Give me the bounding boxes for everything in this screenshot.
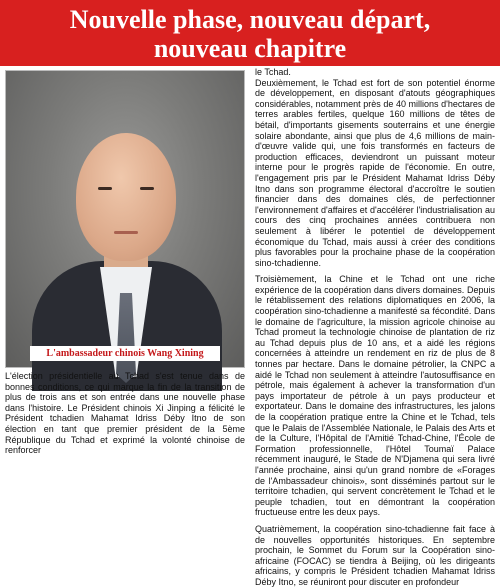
right-paragraph-1: Deuxièmement, le Tchad est fort de son potentiel énorme de développement, en disposant d'atouts géographiques considérables, notamment près de 40 millions d'hectares de terres arables fertiles, quelque 160 millions de têtes de bétail, d'importants gisements souterrains et une énergie solaire abondante, ainsi que plus de 4,6 millions de main-d'œuvre valide qui, une fois transformés en facteurs de production efficaces, deviendront un puissant moteur interne pour le progrès rapide de l'économie. En outre, l'engagement pris par le Président Mahamat Idriss Déby Itno dans son programme électoral d'accroître le soutien financier dans des domaines clés, de perfectionner l'environnement d'affaires et d'accélérer l'industrialisation au cours des cinq prochaines années contribuera non seulement à libérer le potentiel de développement économique du Tchad, mais aussi à créer des conditions plus favorables pour la prochaine phase de la coopération sino-tchadienne. <box>255 77 495 268</box>
photo-eye-right <box>140 187 154 190</box>
headline-line-2: nouveau chapitre <box>153 34 347 63</box>
ambassador-photo <box>5 70 245 368</box>
right-paragraph-0: le Tchad. <box>255 67 291 77</box>
headline-banner <box>0 0 500 66</box>
headline-line-1: Nouvelle phase, nouveau départ, <box>69 5 431 34</box>
left-paragraph-1: L'élection présidentielle au Tchad s'est tenue dans de bonnes conditions, ce qui marque la fin de la transition de plus de trois ans et son entrée dans une nouvelle phase dans l'histoire. Le Président chinois Xi Jinping a félicité le Président tchadien Mahamat Idriss Déby Itno de son élection en tant que premier président de la 5ème République du Tchad et exprimé la volonté chinoise de renforcer <box>5 371 245 456</box>
photo-head <box>76 133 176 261</box>
right-paragraph-3: Quatrièmement, la coopération sino-tchadienne fait face à de nouvelles opportunités historiques. En septembre prochain, le Sommet du Forum sur la Coopération sino-africaine (FOCAC) se tiendra à Beijing, où les dirigeants africains, y compris le Président tchadien Mahamat Idriss Déby Itno, se réuniront pour discuter en profondeur <box>255 523 495 587</box>
article-left-column <box>5 371 245 459</box>
right-paragraph-2: Troisièmement, la Chine et le Tchad ont une riche expérience de la coopération dans divers domaines. Depuis le rétablissement des relations diplomatiques en 2006, la coopération sino-tchadienne a manifesté sa fécondité. Dans le domaine de l'agriculture, la mission agricole chinoise au Tchad promeut la technologie chinoise de plantation de riz au Tchad depuis plus de 10 ans, et a aidé les régions concernées à atteindre un rendement en riz de plus de 8 tonnes par hectare. Dans le domaine pétrolier, la CNPC a aidé le Tchad non seulement à atteindre l'autosuffisance en pétrole, mais également à achever la transformation d'un pays importateur de pétrole à un pays producteur et exportateur. Dans le domaine des infrastructures, les jalons de la coopération pratique entre la Chine et le Tchad, tels que le Palais de l'Assemblée Nationale, le Palais des Arts et de la Culture, l'Hôpital de l'Amitié Tchad-Chine, l'École de Formation professionnelle, l'Hôtel Toumaï Palace récemment inauguré, le Stade de N'Djamena qui sera livré l'année prochaine, ainsi qu'un grand nombre de «Forages de l'Ambassadeur chinois», sont disséminés partout sur le territoire tchadien, qui servent concrètement le Tchad et le peuple tchadien, tout en démontrant la coopération fructueuse entre les deux pays. <box>255 274 495 518</box>
photo-eye-left <box>98 187 112 190</box>
article-right-column <box>255 67 495 587</box>
photo-caption: L'ambassadeur chinois Wang Xining <box>30 346 220 361</box>
photo-mouth <box>114 231 138 234</box>
